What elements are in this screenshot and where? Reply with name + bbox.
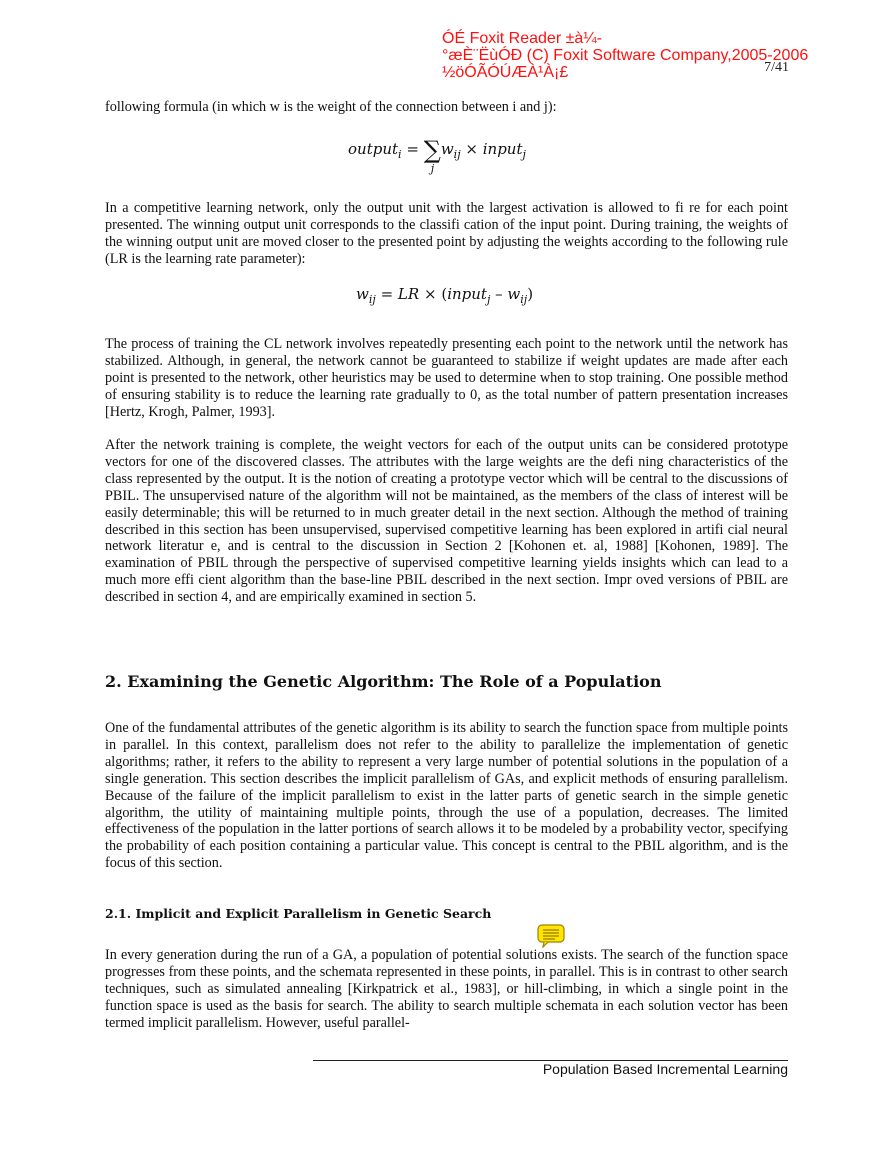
formula-output-w-sub: ij xyxy=(453,148,461,161)
paragraph-training: The process of training the CL network involves repeatedly presenting each point to the network until the network has stabilized. Although, in general, the network cannot be guaranteed to stabilize if weight updates are made after each point is presented to the network, other heuristics may be used to determine when to stop training. One possible method of ensuring stability is to reduce the learning rate gradually to 0, as the total number of pattern presentation increases [Hertz, Krogh, Palmer, 1993]. xyxy=(105,336,788,420)
formula-weight-update xyxy=(356,285,533,306)
paragraph-intro: following formula (in which w is the weight of the connection between i and j): xyxy=(105,99,557,115)
formula-update-w: w xyxy=(356,285,369,303)
watermark-line-1: ÓÉ Foxit Reader ±à¼- xyxy=(442,30,602,47)
formula-update-w2: w xyxy=(507,285,521,303)
formula-output xyxy=(348,136,526,175)
formula-output-rhs: input xyxy=(482,140,523,158)
formula-sum-symbol: ∑ j xyxy=(423,136,441,175)
formula-update-eq: = xyxy=(380,285,394,303)
paragraph-competitive-learning: In a competitive learning network, only the output unit with the largest activation is allowed to fi re for each point presented. The winning output unit corresponds to the classifi cation of the input point. During training, the weights of the winning output unit are moved closer to the presented point by adjusting the weights according to the following rule (LR is the learning rate parameter): xyxy=(105,200,788,267)
formula-update-w2-sub: ij xyxy=(520,293,528,306)
formula-update-minus: – xyxy=(495,285,503,303)
formula-output-eq: = xyxy=(406,140,419,158)
comment-note-icon[interactable] xyxy=(537,924,565,948)
formula-update-close-paren: ) xyxy=(527,285,534,303)
formula-output-w: w xyxy=(440,140,454,158)
formula-output-times: × xyxy=(465,140,478,158)
formula-update-input-sub: j xyxy=(486,293,491,306)
formula-sum-index: j xyxy=(430,162,435,175)
paragraph-prototype-vectors: After the network training is complete, the weight vectors for each of the output units can be considered prototype vectors for one of the discovered classes. The attributes with the large weights are the defi ning characteristics of the class represented by the output. It is the notion of creating a prototype vector which will be central to the discussions of PBIL. The unsupervised nature of the algorithm will not be maintained, as the members of the class of interest will be easily determinable; this will be returned to in much greater detail in the next section. Although the method of training described in this section has been unsupervised, supervised competitive learning has been explored in artifi cial neural network literatur e, and is central to the discussion in Section 2 [Kohonen et. al, 1988] [Kohonen, 1989]. The examination of PBIL through the perspective of supervised competitive learning yields insights which can lead to a much more effi cient algorithm than the base-line PBIL described in the next section. Impr oved versions of PBIL are described in section 4, and are empirically examined in section 5. xyxy=(105,437,788,606)
watermark-line-3: ½öÓÃÓÚÆÀ¹À¡£ xyxy=(442,64,569,81)
formula-update-w-sub: ij xyxy=(368,293,376,306)
formula-update-lr: LR xyxy=(397,285,420,303)
watermark-text xyxy=(442,30,882,81)
formula-output-lhs-sub: i xyxy=(398,148,402,161)
formula-update-open-paren: ( xyxy=(441,285,448,303)
paragraph-section-2: One of the fundamental attributes of the genetic algorithm is its ability to search the function space from multiple points in parallel. In this context, parallelism does not refer to the ability to parallelize the implementation of genetic algorithms; rather, it refers to the ability to represent a very large number of potential solutions in the population of a single generation. This section describes the implicit parallelism of GAs, and explicit methods of ensuring parallelism. Because of the failure of the implicit parallelism to exist in the latter parts of genetic search in the simple genetic algorithm, the utility of maintaining multiple points, through the use of a population, decreases. The limited effectiveness of the population in the latter portions of search allows it to be modeled by a probability vector, specifying the probability of each position containing a particular value. This concept is central to the PBIL algorithm, and is the focus of this section. xyxy=(105,720,788,872)
section-heading-2: 2. Examining the Genetic Algorithm: The Role of a Population xyxy=(105,672,662,691)
paragraph-section-2-1: In every generation during the run of a GA, a population of potential solutions exists. The search of the function space progresses from these points, and the schemata represented in these points, in parallel. This is in contrast to other search techniques, such as simulated annealing [Kirkpatrick et al., 1983], or hill-climbing, in which a single point in the function space is used as the basis for search. The ability to search multiple schemata in each solution vector has been termed implicit parallelism. However, useful parallel- xyxy=(105,947,788,1031)
page-number: 7/41 xyxy=(764,60,789,75)
footer-running-title: Population Based Incremental Learning xyxy=(542,1061,788,1077)
watermark-line-2: °æÈ¨ËùÓÐ (C) Foxit Software Company,2005-2006 xyxy=(442,47,809,64)
formula-output-rhs-sub: j xyxy=(522,148,526,161)
formula-update-input: input xyxy=(447,285,487,303)
formula-output-lhs: output xyxy=(348,140,399,158)
formula-update-times: × xyxy=(423,285,437,303)
section-heading-2-1: 2.1. Implicit and Explicit Parallelism in Genetic Search xyxy=(105,906,492,921)
